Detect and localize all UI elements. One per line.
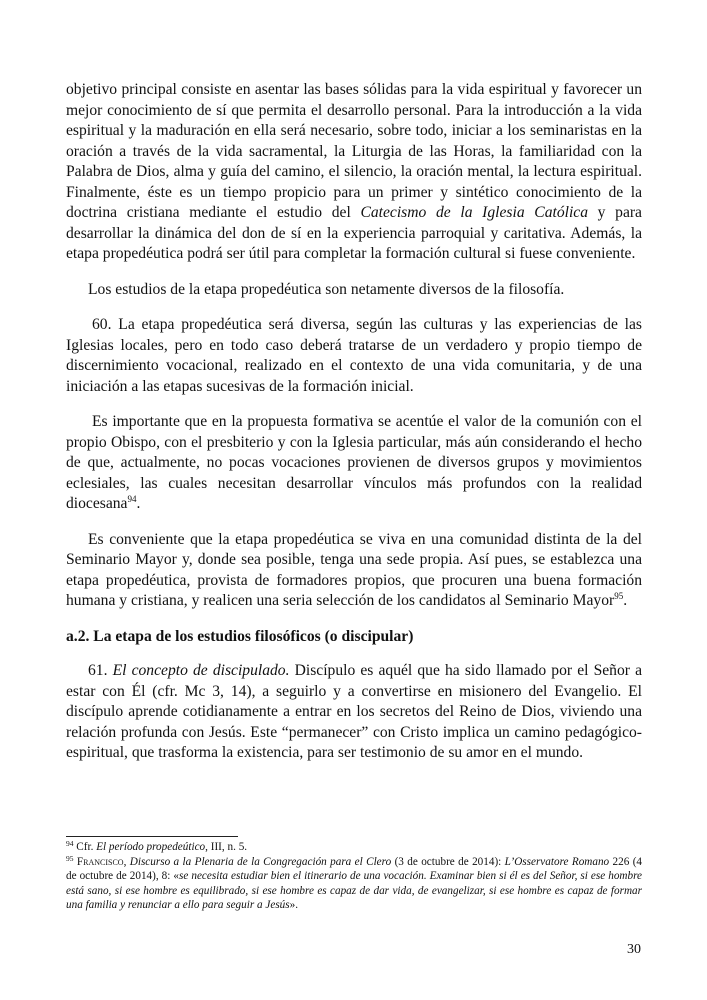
paragraph-60: 60. La etapa propedéutica será diversa, según las culturas y las experiencias de las Iglesias locales, pero en todo caso deberá tratarse de un verdadero y propio tiempo de discernimiento vocacional, realizado en el contexto de una vida comunitaria, y de una iniciación a las etapas sucesivas de la formación inicial. <box>66 316 642 395</box>
paragraph-2: Los estudios de la etapa propedéutica son netamente diversos de la filosofía. <box>88 280 565 298</box>
paragraph-4: Es importante que en la propuesta formativa se acentúe el valor de la comunión con el propio Obispo, con el presbiterio y con la Iglesia particular, más aún considerando el hecho de que, actualmente, no pocas vocaciones provienen de diversos grupos y movimientos eclesiales, las cuales necesitan desarrollar vínculos más profundos con la realidad diocesana$^{94}$. <box>66 413 642 512</box>
footnote-95: $^{95}$ Francisco, Discurso a la Plenaria de la Congregación para el Clero (3 de octubre de 2014): L’Osservatore Romano 226 (4 de octubre de 2014), 8: «se necesita estudiar bien el itinerario de una vocación. Examinar bien si él es del Señor, si ese hombre está sano, si ese hombre es equilibrado, si ese hombre es capaz de dar vida, de evangelizar, si ese hombre es capaz de formar una familia y renunciar a ello para seguir a Jesús». <box>66 853 643 912</box>
footnote-94: $^{94}$ Cfr. El período propedeútico, III, n. 5. <box>66 839 248 853</box>
footnote-divider <box>66 836 238 837</box>
section-heading: a.2. La etapa de los estudios filosóficos (o discipular) <box>66 627 414 645</box>
page-number: 30 <box>627 942 641 957</box>
footnote-ref-95[interactable]: 95 <box>614 591 624 601</box>
discipulado-title: El concepto de discipulado. <box>112 662 290 679</box>
paragraph-5: Es conveniente que la etapa propedéutica se viva en una comunidad distinta de la del Seminario Mayor y, donde sea posible, tenga una sede propia. Así pues, se establezca una etapa propedéutica, provista de formadores propios, que procuren una buena formación humana y cristiana, y realicen una seria selección de los candidatos al Seminario Mayor$^{95}$. <box>66 530 642 609</box>
footnote-ref-94[interactable]: 94 <box>127 494 137 504</box>
footnotes <box>66 840 642 913</box>
paragraph-1: objetivo principal consiste en asentar las bases sólidas para la vida espiritual y favorecer un mejor conocimiento de sí que permita el desarrollo personal. Para la introducción a la vida espiritual y la maduración en ella será necesario, sobre todo, iniciar a los seminaristas en la oración a través de la vida sacramental, la Liturgia de las Horas, la familiaridad con la Palabra de Dios, alma y guía del camino, el silencio, la oración mental, la lectura espiritual. Finalmente, éste es un tiempo propicio para un primer y sintético conocimiento de la doctrina cristiana mediante el estudio del Catecismo de la Iglesia Católica y para desarrollar la dinámica del don de sí en la experiencia parroquial y caritativa. Además, la etapa propedéutica podrá ser útil para completar la formación cultural si fuese conveniente. <box>66 81 642 262</box>
body-text <box>66 80 642 779</box>
catechism-title: Catecismo de la Iglesia Católica <box>360 204 588 221</box>
paragraph-61: 61. El concepto de discipulado. Discípulo es aquél que ha sido llamado por el Señor a estar con Él (cfr. Mc 3, 14), a seguirlo y a convertirse en misionero del Evangelio. El discípulo aprende cotidianamente a entrar en los secretos del Reino de Dios, viviendo una relación profunda con Jesús. Este “permanecer” con Cristo implica un camino pedagógico-espiritual, que trasforma la existencia, para ser testimonio de su amor en el mundo. <box>66 662 642 761</box>
